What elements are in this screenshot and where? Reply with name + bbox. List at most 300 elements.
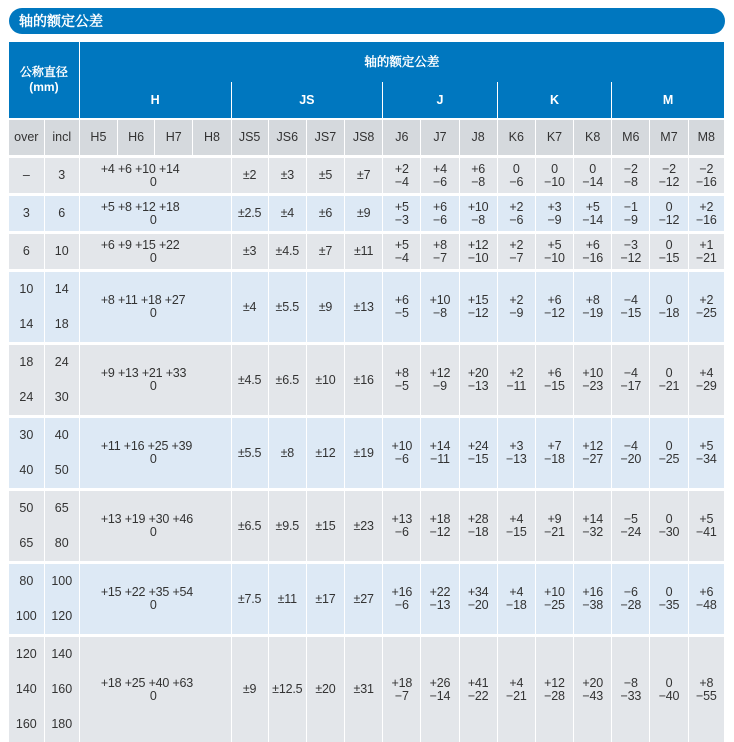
upper-deviation: +8 xyxy=(433,238,447,252)
h-lower-value: 0 xyxy=(101,176,231,189)
k8-cell xyxy=(574,344,612,417)
upper-deviation: +41 xyxy=(468,676,489,690)
lower-deviation: −6 xyxy=(509,175,523,189)
lower-deviation: −18 xyxy=(544,452,565,466)
upper-deviation: −3 xyxy=(624,238,638,252)
js8-cell: ±9 xyxy=(345,195,383,233)
k8-cell xyxy=(574,271,612,344)
lower-deviation: −5 xyxy=(395,306,409,320)
column-header-j6: J6 xyxy=(383,119,421,157)
size-over-cell: 3 xyxy=(9,195,44,233)
lower-deviation: −13 xyxy=(468,379,489,393)
upper-deviation: +2 xyxy=(509,366,523,380)
upper-deviation: +4 xyxy=(509,585,523,599)
column-header-m6: M6 xyxy=(612,119,650,157)
column-header-j7: J7 xyxy=(421,119,459,157)
lower-deviation: −12 xyxy=(468,306,489,320)
table-row xyxy=(9,563,725,600)
column-header-row xyxy=(9,119,725,157)
lower-deviation: −16 xyxy=(696,213,717,227)
m8-cell xyxy=(688,195,724,233)
m8-cell xyxy=(688,563,724,636)
j8-cell xyxy=(459,157,497,195)
k6-cell xyxy=(497,490,535,563)
size-incl-cell: 80 xyxy=(44,526,79,563)
k8-cell xyxy=(574,417,612,490)
upper-deviation: +5 xyxy=(586,200,600,214)
table-body xyxy=(9,157,725,742)
upper-deviation: +14 xyxy=(582,512,603,526)
m6-cell xyxy=(612,157,650,195)
k6-cell xyxy=(497,271,535,344)
upper-deviation: +9 xyxy=(548,512,562,526)
j6-cell xyxy=(383,271,421,344)
lower-deviation: −6 xyxy=(433,213,447,227)
m6-cell xyxy=(612,344,650,417)
k6-cell xyxy=(497,195,535,233)
lower-deviation: −28 xyxy=(544,689,565,703)
js5-cell: ±4 xyxy=(231,271,268,344)
j8-cell xyxy=(459,271,497,344)
js6-cell: ±4 xyxy=(268,195,306,233)
lower-deviation: −21 xyxy=(544,525,565,539)
k6-cell xyxy=(497,344,535,417)
upper-deviation: +4 xyxy=(433,162,447,176)
h-lower-value: 0 xyxy=(101,307,231,320)
upper-deviation: 0 xyxy=(666,366,673,380)
lower-deviation: −25 xyxy=(544,598,565,612)
upper-deviation: 0 xyxy=(666,238,673,252)
lower-deviation: −6 xyxy=(395,525,409,539)
upper-deviation: +5 xyxy=(699,512,713,526)
table-row xyxy=(9,417,725,454)
lower-deviation: −6 xyxy=(433,175,447,189)
js8-cell: ±19 xyxy=(345,417,383,490)
js7-cell: ±12 xyxy=(306,417,344,490)
upper-deviation: +2 xyxy=(509,200,523,214)
js7-cell: ±20 xyxy=(306,636,344,742)
upper-deviation: +28 xyxy=(468,512,489,526)
js8-cell: ±27 xyxy=(345,563,383,636)
lower-deviation: −12 xyxy=(544,306,565,320)
size-over-cell: – xyxy=(9,157,44,195)
lower-deviation: −38 xyxy=(582,598,603,612)
h-lower-value: 0 xyxy=(101,526,231,539)
lower-deviation: −17 xyxy=(621,379,642,393)
lower-deviation: −19 xyxy=(582,306,603,320)
upper-deviation: +2 xyxy=(509,238,523,252)
upper-deviation: +22 xyxy=(430,585,451,599)
lower-deviation: −6 xyxy=(509,213,523,227)
k8-cell xyxy=(574,233,612,271)
upper-deviation: −1 xyxy=(624,200,638,214)
lower-deviation: −22 xyxy=(468,689,489,703)
upper-deviation: +6 xyxy=(395,293,409,307)
upper-deviation: +10 xyxy=(391,439,412,453)
lower-deviation: −15 xyxy=(659,251,680,265)
h-tolerance-cell xyxy=(79,157,231,195)
size-over-cell: 40 xyxy=(9,453,44,490)
column-header-m8: M8 xyxy=(688,119,724,157)
lower-deviation: −7 xyxy=(433,251,447,265)
js5-cell: ±2 xyxy=(231,157,268,195)
upper-deviation: +2 xyxy=(509,293,523,307)
size-over-cell: 100 xyxy=(9,599,44,636)
column-header-k6: K6 xyxy=(497,119,535,157)
group-js: JS xyxy=(231,82,383,119)
upper-deviation: +34 xyxy=(468,585,489,599)
lower-deviation: −40 xyxy=(659,689,680,703)
h-upper-values: +18 +25 +40 +63 xyxy=(101,676,193,690)
group-k: K xyxy=(497,82,612,119)
nominal-size-label: 公称直径 xyxy=(20,65,68,79)
table-row xyxy=(9,233,725,271)
upper-deviation: +12 xyxy=(430,366,451,380)
column-header-js7: JS7 xyxy=(306,119,344,157)
upper-deviation: −5 xyxy=(624,512,638,526)
k7-cell xyxy=(535,490,573,563)
size-incl-cell: 140 xyxy=(44,636,79,673)
size-over-cell: 160 xyxy=(9,707,44,742)
m7-cell xyxy=(650,195,688,233)
h-upper-values: +13 +19 +30 +46 xyxy=(101,512,193,526)
lower-deviation: −28 xyxy=(621,598,642,612)
size-over-cell: 18 xyxy=(9,344,44,381)
upper-deviation: 0 xyxy=(666,585,673,599)
k7-cell xyxy=(535,636,573,742)
m7-cell xyxy=(650,636,688,742)
size-incl-cell: 6 xyxy=(44,195,79,233)
js7-cell: ±5 xyxy=(306,157,344,195)
m7-cell xyxy=(650,490,688,563)
upper-deviation: 0 xyxy=(551,162,558,176)
upper-deviation: −2 xyxy=(624,162,638,176)
lower-deviation: −9 xyxy=(509,306,523,320)
upper-deviation: +5 xyxy=(395,238,409,252)
h-upper-values: +15 +22 +35 +54 xyxy=(101,585,193,599)
size-over-cell: 80 xyxy=(9,563,44,600)
column-header-js6: JS6 xyxy=(268,119,306,157)
upper-deviation: +16 xyxy=(582,585,603,599)
lower-deviation: −12 xyxy=(659,213,680,227)
upper-deviation: +15 xyxy=(468,293,489,307)
upper-deviation: +16 xyxy=(391,585,412,599)
js8-cell: ±23 xyxy=(345,490,383,563)
upper-deviation: +10 xyxy=(468,200,489,214)
upper-deviation: +2 xyxy=(699,293,713,307)
lower-deviation: −13 xyxy=(506,452,527,466)
lower-deviation: −35 xyxy=(659,598,680,612)
upper-deviation: −8 xyxy=(624,676,638,690)
column-header-k8: K8 xyxy=(574,119,612,157)
table-row xyxy=(9,195,725,233)
upper-deviation: +20 xyxy=(582,676,603,690)
lower-deviation: −5 xyxy=(395,379,409,393)
h-upper-values: +5 +8 +12 +18 xyxy=(101,200,180,214)
j6-cell xyxy=(383,417,421,490)
j8-cell xyxy=(459,195,497,233)
upper-deviation: +12 xyxy=(544,676,565,690)
column-header-h5: H5 xyxy=(79,119,117,157)
lower-deviation: −25 xyxy=(696,306,717,320)
m8-cell xyxy=(688,233,724,271)
nominal-size-header xyxy=(9,42,79,119)
lower-deviation: −8 xyxy=(433,306,447,320)
size-over-cell: 50 xyxy=(9,490,44,527)
upper-deviation: +3 xyxy=(509,439,523,453)
upper-deviation: +18 xyxy=(391,676,412,690)
k6-cell xyxy=(497,417,535,490)
js5-cell: ±6.5 xyxy=(231,490,268,563)
k6-cell xyxy=(497,636,535,742)
table-row xyxy=(9,157,725,195)
upper-deviation: +6 xyxy=(548,366,562,380)
upper-deviation: +4 xyxy=(509,676,523,690)
size-incl-cell: 120 xyxy=(44,599,79,636)
upper-deviation: +6 xyxy=(586,238,600,252)
size-incl-cell: 180 xyxy=(44,707,79,742)
lower-deviation: −13 xyxy=(430,598,451,612)
size-over-cell: 140 xyxy=(9,672,44,707)
upper-deviation: +10 xyxy=(430,293,451,307)
lower-deviation: −33 xyxy=(621,689,642,703)
h-upper-values: +9 +13 +21 +33 xyxy=(101,366,186,380)
k7-cell xyxy=(535,417,573,490)
m8-cell xyxy=(688,157,724,195)
upper-deviation: 0 xyxy=(666,439,673,453)
js5-cell: ±2.5 xyxy=(231,195,268,233)
j6-cell xyxy=(383,195,421,233)
j6-cell xyxy=(383,490,421,563)
lower-deviation: −11 xyxy=(506,379,526,393)
m6-cell xyxy=(612,195,650,233)
column-header-j8: J8 xyxy=(459,119,497,157)
m8-cell xyxy=(688,271,724,344)
upper-deviation: +2 xyxy=(699,200,713,214)
js5-cell: ±4.5 xyxy=(231,344,268,417)
lower-deviation: −55 xyxy=(696,689,717,703)
size-over-cell: 24 xyxy=(9,380,44,417)
lower-deviation: −43 xyxy=(582,689,603,703)
m7-cell xyxy=(650,417,688,490)
lower-deviation: −9 xyxy=(548,213,562,227)
lower-deviation: −10 xyxy=(544,175,565,189)
lower-deviation: −14 xyxy=(430,689,451,703)
m8-cell xyxy=(688,490,724,563)
j6-cell xyxy=(383,563,421,636)
lower-deviation: −41 xyxy=(696,525,717,539)
column-header-m7: M7 xyxy=(650,119,688,157)
m6-cell xyxy=(612,233,650,271)
m7-cell xyxy=(650,233,688,271)
h-tolerance-cell xyxy=(79,417,231,490)
k7-cell xyxy=(535,271,573,344)
upper-deviation: 0 xyxy=(666,512,673,526)
upper-deviation: +10 xyxy=(544,585,565,599)
lower-deviation: −15 xyxy=(544,379,565,393)
upper-deviation: +2 xyxy=(395,162,409,176)
nominal-size-unit: (mm) xyxy=(29,80,58,94)
lower-deviation: −20 xyxy=(468,598,489,612)
upper-deviation: +12 xyxy=(468,238,489,252)
h-tolerance-cell xyxy=(79,563,231,636)
lower-deviation: −27 xyxy=(582,452,603,466)
h-tolerance-cell xyxy=(79,636,231,742)
lower-deviation: −16 xyxy=(582,251,603,265)
js6-cell: ±11 xyxy=(268,563,306,636)
m6-cell xyxy=(612,490,650,563)
m8-cell xyxy=(688,636,724,742)
lower-deviation: −16 xyxy=(696,175,717,189)
lower-deviation: −48 xyxy=(696,598,717,612)
upper-deviation: +8 xyxy=(699,676,713,690)
lower-deviation: −29 xyxy=(696,379,717,393)
table-row xyxy=(9,490,725,527)
j8-cell xyxy=(459,344,497,417)
lower-deviation: −6 xyxy=(395,452,409,466)
j6-cell xyxy=(383,233,421,271)
upper-deviation: 0 xyxy=(513,162,520,176)
h-upper-values: +6 +9 +15 +22 xyxy=(101,238,180,252)
size-over-cell: 30 xyxy=(9,417,44,454)
j8-cell xyxy=(459,563,497,636)
lower-deviation: −30 xyxy=(659,525,680,539)
upper-deviation: +7 xyxy=(548,439,562,453)
j6-cell xyxy=(383,157,421,195)
upper-deviation: −4 xyxy=(624,293,638,307)
upper-deviation: 0 xyxy=(666,293,673,307)
upper-deviation: −4 xyxy=(624,439,638,453)
upper-deviation: +10 xyxy=(582,366,603,380)
j8-cell xyxy=(459,490,497,563)
js8-cell: ±11 xyxy=(345,233,383,271)
upper-deviation: 0 xyxy=(589,162,596,176)
k8-cell xyxy=(574,563,612,636)
group-j: J xyxy=(383,82,498,119)
group-m: M xyxy=(612,82,725,119)
k6-cell xyxy=(497,563,535,636)
upper-deviation: +26 xyxy=(430,676,451,690)
j7-cell xyxy=(421,490,459,563)
h-tolerance-cell xyxy=(79,195,231,233)
upper-deviation: +5 xyxy=(548,238,562,252)
lower-deviation: −4 xyxy=(395,251,409,265)
j7-cell xyxy=(421,563,459,636)
size-incl-cell: 10 xyxy=(44,233,79,271)
m7-cell xyxy=(650,563,688,636)
k8-cell xyxy=(574,490,612,563)
size-incl-cell: 100 xyxy=(44,563,79,600)
k7-cell xyxy=(535,233,573,271)
j7-cell xyxy=(421,157,459,195)
column-header-over: over xyxy=(9,119,44,157)
lower-deviation: −3 xyxy=(395,213,409,227)
tolerance-group-header: 轴的额定公差 xyxy=(79,42,724,82)
lower-deviation: −21 xyxy=(506,689,527,703)
upper-deviation: +14 xyxy=(430,439,451,453)
h-lower-value: 0 xyxy=(101,380,231,393)
lower-deviation: −23 xyxy=(582,379,603,393)
lower-deviation: −24 xyxy=(621,525,642,539)
upper-deviation: −2 xyxy=(699,162,713,176)
js8-cell: ±7 xyxy=(345,157,383,195)
lower-deviation: −7 xyxy=(509,251,523,265)
lower-deviation: −18 xyxy=(506,598,527,612)
column-header-h8: H8 xyxy=(193,119,231,157)
upper-deviation: +4 xyxy=(509,512,523,526)
h-upper-values: +11 +16 +25 +39 xyxy=(101,439,192,453)
size-over-cell: 120 xyxy=(9,636,44,673)
k7-cell xyxy=(535,344,573,417)
lower-deviation: −8 xyxy=(624,175,638,189)
js7-cell: ±9 xyxy=(306,271,344,344)
js5-cell: ±9 xyxy=(231,636,268,742)
lower-deviation: −18 xyxy=(468,525,489,539)
upper-deviation: +8 xyxy=(586,293,600,307)
lower-deviation: −12 xyxy=(621,251,642,265)
column-header-h7: H7 xyxy=(155,119,193,157)
m8-cell xyxy=(688,417,724,490)
lower-deviation: −11 xyxy=(430,452,450,466)
upper-deviation: +5 xyxy=(699,439,713,453)
upper-deviation: +5 xyxy=(395,200,409,214)
j6-cell xyxy=(383,344,421,417)
h-upper-values: +4 +6 +10 +14 xyxy=(101,162,180,176)
lower-deviation: −15 xyxy=(506,525,527,539)
size-over-cell: 65 xyxy=(9,526,44,563)
js6-cell: ±6.5 xyxy=(268,344,306,417)
js6-cell: ±12.5 xyxy=(268,636,306,742)
k7-cell xyxy=(535,195,573,233)
js5-cell: ±7.5 xyxy=(231,563,268,636)
upper-deviation: 0 xyxy=(666,676,673,690)
column-header-js8: JS8 xyxy=(345,119,383,157)
m7-cell xyxy=(650,344,688,417)
m7-cell xyxy=(650,157,688,195)
j6-cell xyxy=(383,636,421,742)
lower-deviation: −15 xyxy=(468,452,489,466)
size-over-cell: 6 xyxy=(9,233,44,271)
column-header-k7: K7 xyxy=(535,119,573,157)
lower-deviation: −4 xyxy=(395,175,409,189)
upper-deviation: +6 xyxy=(433,200,447,214)
upper-deviation: −2 xyxy=(662,162,676,176)
m6-cell xyxy=(612,563,650,636)
lower-deviation: −8 xyxy=(471,175,485,189)
js8-cell: ±13 xyxy=(345,271,383,344)
lower-deviation: −9 xyxy=(433,379,447,393)
column-header-js5: JS5 xyxy=(231,119,268,157)
js5-cell: ±3 xyxy=(231,233,268,271)
upper-deviation: +6 xyxy=(548,293,562,307)
upper-deviation: +12 xyxy=(582,439,603,453)
js6-cell: ±8 xyxy=(268,417,306,490)
js6-cell: ±3 xyxy=(268,157,306,195)
h-upper-values: +8 +11 +18 +27 xyxy=(101,293,186,307)
lower-deviation: −25 xyxy=(659,452,680,466)
h-lower-value: 0 xyxy=(101,252,231,265)
lower-deviation: −34 xyxy=(696,452,717,466)
lower-deviation: −20 xyxy=(621,452,642,466)
h-lower-value: 0 xyxy=(101,453,231,466)
upper-deviation: +6 xyxy=(699,585,713,599)
h-tolerance-cell xyxy=(79,271,231,344)
group-h: H xyxy=(79,82,231,119)
h-lower-value: 0 xyxy=(101,214,231,227)
table-row xyxy=(9,344,725,381)
j8-cell xyxy=(459,417,497,490)
upper-deviation: +13 xyxy=(391,512,412,526)
